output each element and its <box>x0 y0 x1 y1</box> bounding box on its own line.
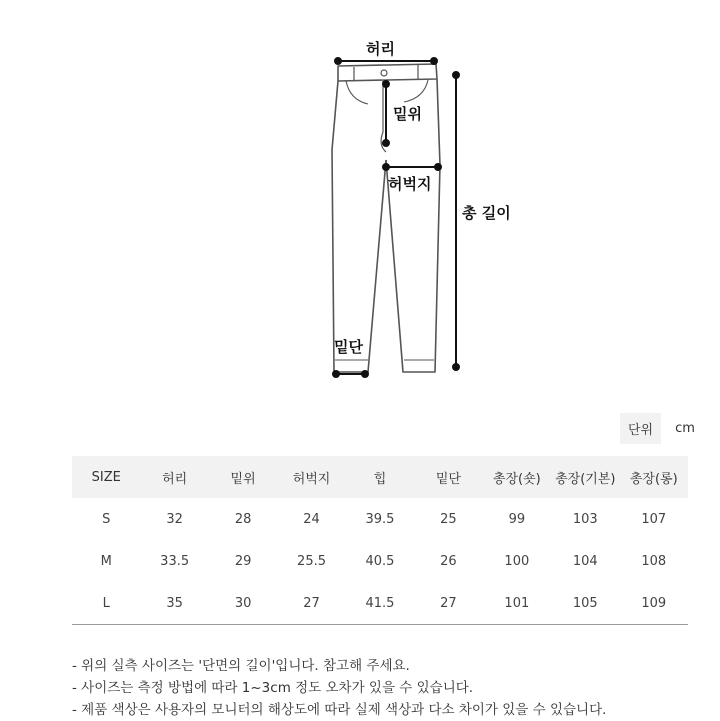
unit-label: 단위 <box>620 413 661 444</box>
header-length-short: 총장(숏) <box>492 471 541 487</box>
table-cell: L <box>72 582 140 625</box>
note-line: - 위의 실측 사이즈는 '단면의 길이'입니다. 참고해 주세요. <box>72 658 410 674</box>
header-length-regular: 총장(기본) <box>555 471 616 487</box>
header-hem: 밑단 <box>435 471 461 487</box>
size-table <box>72 456 688 625</box>
header-thigh: 허벅지 <box>292 471 331 487</box>
size-table-header-row <box>72 456 688 498</box>
table-cell: 107 <box>641 511 667 527</box>
table-cell: 99 <box>508 511 526 527</box>
table-cell: 108 <box>641 553 667 569</box>
header-hip: 힙 <box>373 471 387 487</box>
label-total-length: 총 길이 <box>462 204 511 222</box>
note-line: - 사이즈는 측정 방법에 따라 1~3cm 정도 오차가 있을 수 있습니다. <box>72 680 474 696</box>
table-cell: 33.5 <box>160 553 190 569</box>
table-cell: S <box>102 511 111 527</box>
table-row <box>72 540 688 582</box>
label-hem: 밑단 <box>334 338 363 356</box>
table-cell: 28 <box>234 511 252 527</box>
unit-indicator <box>620 413 695 443</box>
table-cell: 104 <box>572 553 598 569</box>
table-cell: 40.5 <box>365 553 395 569</box>
table-cell: 101 <box>483 582 551 625</box>
table-cell: 26 <box>440 553 457 569</box>
table-cell: 103 <box>572 511 598 527</box>
table-cell: 27 <box>277 582 345 625</box>
table-cell: 35 <box>140 582 208 625</box>
header-rise: 밑위 <box>230 471 256 487</box>
table-cell: 39.5 <box>365 511 395 527</box>
table-cell: M <box>100 553 112 569</box>
label-waist: 허리 <box>366 40 395 58</box>
table-cell: 29 <box>234 553 252 569</box>
table-cell: 105 <box>551 582 619 625</box>
table-cell: 32 <box>166 511 183 527</box>
size-notes <box>72 655 606 721</box>
table-cell: 25.5 <box>297 553 326 569</box>
table-cell: 30 <box>209 582 277 625</box>
table-row <box>72 498 688 540</box>
label-thigh: 허벅지 <box>388 175 432 193</box>
label-rise: 밑위 <box>393 105 422 123</box>
table-cell: 100 <box>504 553 530 569</box>
table-cell: 109 <box>620 582 689 625</box>
table-cell: 24 <box>303 511 320 527</box>
table-cell: 41.5 <box>346 582 414 625</box>
table-cell: 25 <box>440 511 457 527</box>
header-length-long: 총장(롱) <box>629 471 678 487</box>
note-line: - 제품 색상은 사용자의 모니터의 해상도에 따라 실제 색상과 다소 차이가 있을 수 있습니다. <box>72 702 607 718</box>
table-row <box>72 582 688 625</box>
unit-value: cm <box>675 420 695 436</box>
header-size: SIZE <box>91 469 121 485</box>
header-waist: 허리 <box>162 471 188 487</box>
table-cell: 27 <box>414 582 482 625</box>
